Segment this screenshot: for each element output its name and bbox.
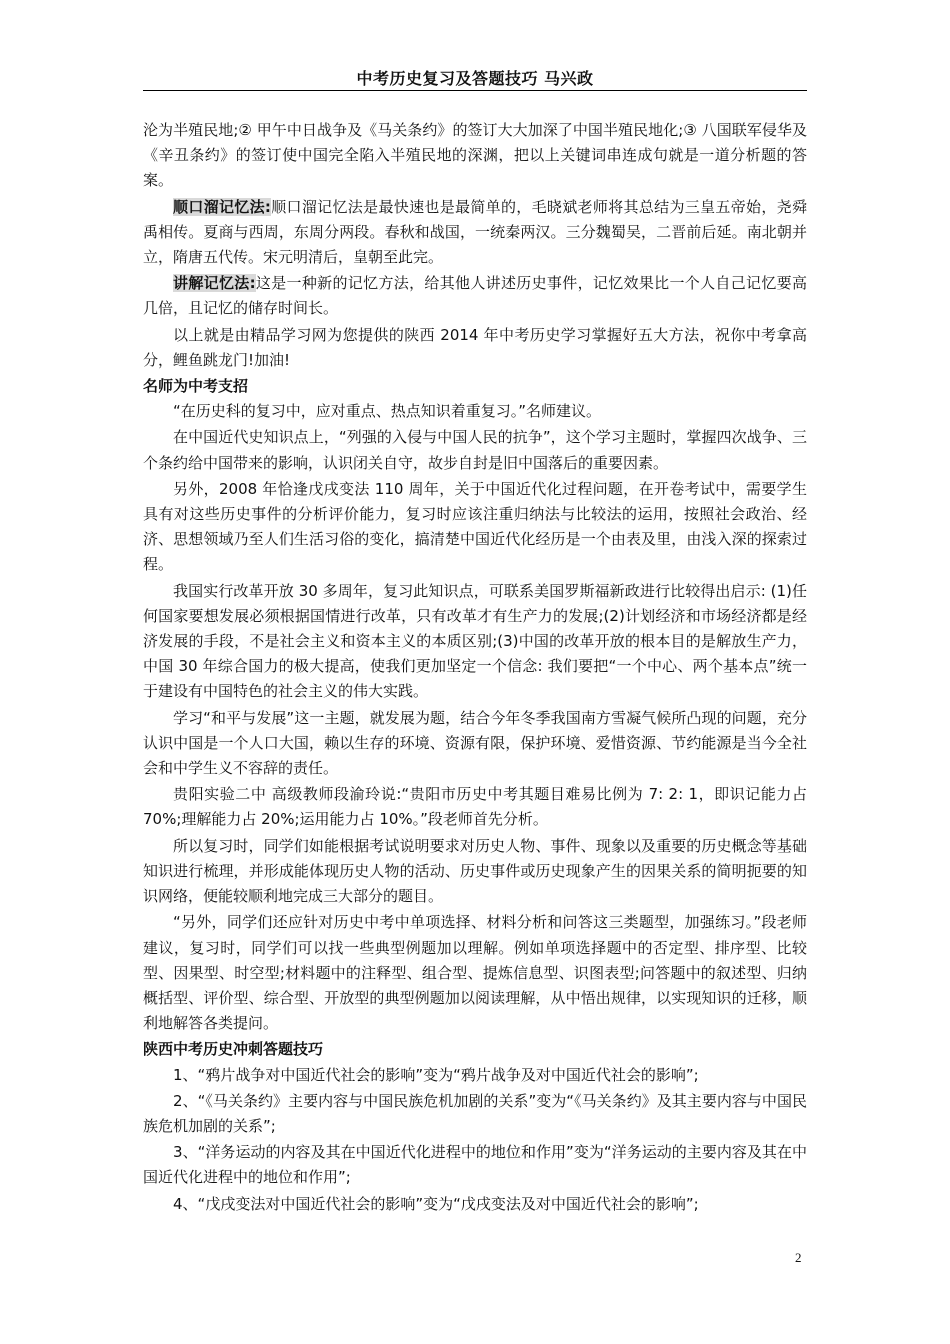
paragraph-guiyang-teacher: 贵阳实验二中 高级教师段渝玲说:“贵阳市历史中考其题目难易比例为 7: 2: 1，即识记能力占 70%;理解能力占 20%;运用能力占 10%。”段老师首先分析。 — [143, 785, 807, 829]
rhyme-method-label: 顺口溜记忆法: — [173, 197, 271, 216]
paragraph-summary: 以上就是由精品学习网为您提供的陕西 2014 年中考历史学习掌握好五大方法，祝你中考拿高分，鲤鱼跳龙门!加油! — [143, 325, 807, 369]
paragraph-rhyme-method — [143, 195, 807, 271]
paragraph-explain-method — [143, 271, 807, 321]
paragraph-teacher-quote: “在历史科的复习中，应对重点、热点知识着重复习。”名师建议。 — [173, 402, 602, 421]
explain-method-label: 讲解记忆法: — [173, 274, 256, 293]
document-body — [143, 118, 807, 1218]
paragraph-question-types: “另外，同学们还应针对历史中考中单项选择、材料分析和问答这三类题型，加强练习。”段老师建议，复习时，同学们可以找一些典型例题加以理解。例如单项选择题中的否定型、排序型、比较型、因果型、时空型;材料题中的注释型、组合型、提炼信息型、识图表型;问答题中的叙述型、归纳概括型、评价型、综合型、开放型的典型例题加以阅读理解，从中悟出规律，以实现知识的迁移，顺利地解答各类提问。 — [143, 913, 807, 1033]
list-item-1: 1、“鸦片战争对中国近代社会的影响”变为“鸦片战争及对中国近代社会的影响”; — [173, 1065, 699, 1084]
paragraph-continuation: 沦为半殖民地;② 甲午中日战争及《马关条约》的签订大大加深了中国半殖民地化;③ 八国联军侵华及《辛丑条约》的签订使中国完全陷入半殖民地的深渊，把以上关键词串连成句就是一道分析题的答案。 — [143, 121, 807, 190]
paragraph-peace-development: 学习“和平与发展”这一主题，就发展为题，结合今年冬季我国南方雪凝气候所凸现的问题，充分认识中国是一个人口大国，赖以生存的环境、资源有限，保护环境、爱惜资源、节约能源是当今全社会和中学生义不容辞的责任。 — [143, 708, 807, 778]
paragraph-reform-opening: 我国实行改革开放 30 多周年，复习此知识点，可联系美国罗斯福新政进行比较得出启示: (1)任何国家要想发展必须根据国情进行改革，只有改革才有生产力的发展;(2)计划经济和市场经济都是经济发展的手段，不是社会主义和资本主义的本质区别;(3)中国的改革开放的根本目的是解放生产力，中国 30 年综合国力的极大提高，使我们更加坚定一个信念: 我们要把“一个中心、两个基本点”统一于建设有中国特色的社会主义的伟大实践。 — [143, 581, 807, 701]
section-heading-teacher-tips: 名师为中考支招 — [143, 377, 249, 396]
page-header-title: 中考历史复习及答题技巧 马兴政 — [356, 69, 594, 88]
rhyme-method-text: 顺口溜记忆法是最快速也是最简单的，毛晓斌老师将其总结为三皇五帝始，尧舜禹相传。夏商与西周，东周分两段。春秋和战国，一统秦两汉。三分魏蜀吴，二晋前后延。南北朝并立，隋唐五代传。宋元明清后，皇朝至此完。 — [143, 197, 807, 267]
page-number: 2 — [795, 1250, 802, 1265]
paragraph-modern-history: 在中国近代史知识点上，“列强的入侵与中国人民的抗争”，这个学习主题时，掌握四次战争、三个条约给中国带来的影响，认识闭关自守，故步自封是旧中国落后的重要因素。 — [143, 428, 807, 472]
section-heading-shaanxi-tips: 陕西中考历史冲刺答题技巧 — [143, 1040, 324, 1059]
list-item-4: 4、“戊戌变法对中国近代社会的影响”变为“戊戌变法及对中国近代社会的影响”; — [173, 1194, 699, 1213]
list-item-2: 2、“《马关条约》主要内容与中国民族危机加剧的关系”变为“《马关条约》及其主要内容与中国民族危机加剧的关系”; — [143, 1091, 807, 1135]
paragraph-reform-1898: 另外，2008 年恰逢戊戌变法 110 周年，关于中国近代化过程问题，在开卷考试中，需要学生具有对这些历史事件的分析评价能力，复习时应该注重归纳法与比较法的运用，按照社会政治、经济、思想领域乃至人们生活习俗的变化，搞清楚中国近代化经历是一个由表及里，由浅入深的探索过程。 — [143, 479, 807, 574]
paragraph-review-advice: 所以复习时，同学们如能根据考试说明要求对历史人物、事件、现象以及重要的历史概念等基础知识进行梳理，并形成能体现历史人物的活动、历史事件或历史现象产生的因果关系的简明扼要的知识网络，便能较顺利地完成三大部分的题目。 — [143, 836, 807, 906]
header-rule — [143, 90, 807, 91]
explain-method-text: 这是一种新的记忆方法，给其他人讲述历史事件，记忆效果比一个人自己记忆要高几倍，且记忆的储存时间长。 — [143, 274, 807, 318]
list-item-3: 3、“洋务运动的内容及其在中国近代化进程中的地位和作用”变为“洋务运动的主要内容及其在中国近代化进程中的地位和作用”; — [143, 1143, 807, 1187]
